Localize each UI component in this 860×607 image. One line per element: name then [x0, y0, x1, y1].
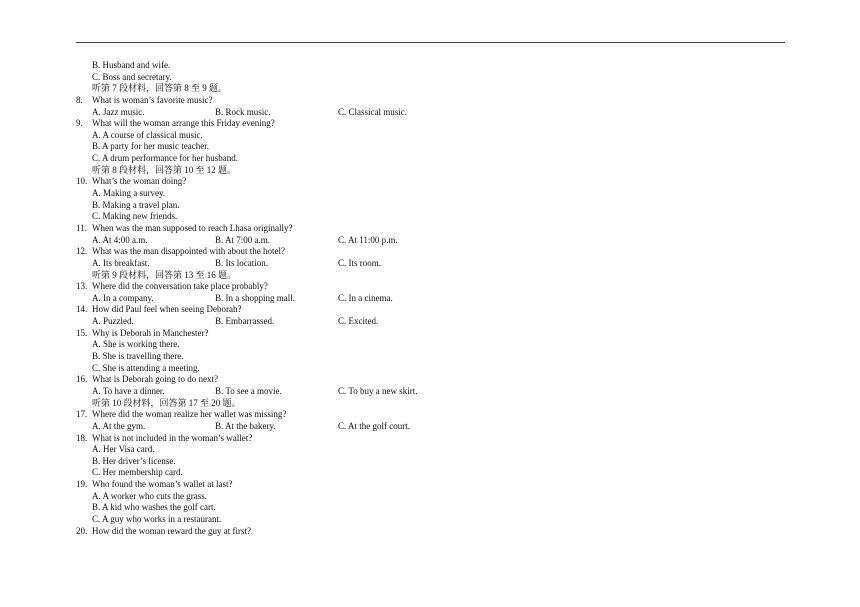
- exam-content: [0, 60, 860, 537]
- option-c: C. At the golf court.: [338, 420, 410, 431]
- section-instruction: [0, 165, 860, 177]
- option-a: A. At the gym.: [92, 420, 146, 431]
- option-text: B. Her driver’s license.: [92, 455, 176, 466]
- section-instruction: [0, 398, 860, 410]
- option-c: C. Its room.: [338, 257, 382, 268]
- option-line: [0, 153, 860, 165]
- option-line: [0, 200, 860, 212]
- question-line: [0, 433, 860, 445]
- question-line: [0, 95, 860, 107]
- option-line: [0, 491, 860, 503]
- question-number: 16.: [76, 374, 88, 385]
- option-c: C. Excited.: [338, 316, 379, 327]
- option-text: A. A worker who cuts the grass.: [92, 490, 207, 501]
- option-line: [0, 72, 860, 84]
- question-text: What is woman’s favorite music?: [92, 94, 213, 105]
- option-text: C. Her membership card.: [92, 467, 183, 478]
- question-text: Why is Deborah in Manchester?: [92, 327, 209, 338]
- section-instruction-text: 听第 10 段材料，回答第 17 至 20 题。: [92, 397, 241, 408]
- option-line: [0, 363, 860, 375]
- option-text: A. She is working there.: [92, 339, 180, 350]
- option-a: A. In a company.: [92, 292, 154, 303]
- option-c: C. In a cinema.: [338, 292, 393, 303]
- option-line: [0, 339, 860, 351]
- question-number: 9.: [76, 118, 83, 129]
- option-a: A. Its breakfast.: [92, 257, 150, 268]
- question-text: What is Deborah going to do next?: [92, 374, 218, 385]
- question-line: [0, 374, 860, 386]
- option-b: B. At 7:00 a.m.: [215, 234, 271, 245]
- options-row: [0, 386, 860, 398]
- question-number: 18.: [76, 432, 88, 443]
- options-row: [0, 235, 860, 247]
- question-line: [0, 526, 860, 538]
- option-text: C. A guy who works in a restaurant.: [92, 513, 222, 524]
- question-line: [0, 304, 860, 316]
- question-text: What will the woman arrange this Friday evening?: [92, 118, 275, 129]
- question-text: How did Paul feel when seeing Deborah?: [92, 304, 242, 315]
- option-line: [0, 502, 860, 514]
- options-row: [0, 316, 860, 328]
- question-text: What is not included in the woman’s wallet?: [92, 432, 253, 443]
- question-number: 10.: [76, 176, 88, 187]
- option-text: B. A kid who washes the golf cart.: [92, 502, 216, 513]
- question-line: [0, 118, 860, 130]
- option-text: B. Making a travel plan.: [92, 199, 180, 210]
- option-a: A. At 4:00 a.m.: [92, 234, 148, 245]
- option-b: B. Embarrassed.: [215, 316, 275, 327]
- option-line: [0, 514, 860, 526]
- option-b: B. In a shopping mall.: [215, 292, 295, 303]
- option-line: [0, 444, 860, 456]
- header-rule: [76, 42, 785, 43]
- section-instruction: [0, 270, 860, 282]
- question-line: [0, 328, 860, 340]
- options-row: [0, 258, 860, 270]
- option-text: A. A course of classical music.: [92, 129, 203, 140]
- option-text: A. Making a survey.: [92, 188, 166, 199]
- option-line: [0, 130, 860, 142]
- question-number: 13.: [76, 281, 88, 292]
- section-instruction-text: 听第 7 段材料，回答第 8 至 9 题。: [92, 83, 228, 94]
- question-number: 19.: [76, 479, 88, 490]
- option-line: [0, 211, 860, 223]
- options-row: [0, 421, 860, 433]
- question-number: 14.: [76, 304, 88, 315]
- question-number: 20.: [76, 525, 88, 536]
- option-text: B. Husband and wife.: [92, 60, 171, 70]
- question-text: What was the man disappointed with about the hotel?: [92, 246, 285, 257]
- question-number: 15.: [76, 327, 88, 338]
- option-text: C. A drum performance for her husband.: [92, 153, 238, 164]
- question-text: What’s the woman doing?: [92, 176, 187, 187]
- options-row: [0, 107, 860, 119]
- option-c: C. Classical music.: [338, 106, 407, 117]
- question-line: [0, 223, 860, 235]
- question-text: Where did the woman realize her wallet was missing?: [92, 409, 287, 420]
- option-line: [0, 188, 860, 200]
- option-b: B. Its location.: [215, 257, 268, 268]
- section-instruction-text: 听第 9 段材料，回答第 13 至 16 题。: [92, 269, 237, 280]
- option-b: B. At the bakery.: [215, 420, 276, 431]
- question-line: [0, 176, 860, 188]
- option-line: [0, 351, 860, 363]
- options-row: [0, 293, 860, 305]
- section-instruction-text: 听第 8 段材料，回答第 10 至 12 题。: [92, 164, 237, 175]
- option-line: [0, 60, 860, 72]
- option-line: [0, 141, 860, 153]
- option-text: C. She is attending a meeting.: [92, 362, 200, 373]
- question-number: 11.: [76, 222, 87, 233]
- option-line: [0, 467, 860, 479]
- option-b: B. Rock music.: [215, 106, 271, 117]
- question-text: When was the man supposed to reach Lhasa originally?: [92, 222, 293, 233]
- option-a: A. To have a dinner.: [92, 385, 165, 396]
- option-text: B. A party for her music teacher.: [92, 141, 209, 152]
- option-line: [0, 456, 860, 468]
- option-text: C. Boss and secretary.: [92, 71, 172, 82]
- question-text: Who found the woman’s wallet at last?: [92, 479, 233, 490]
- question-line: [0, 246, 860, 258]
- option-text: B. She is travelling there.: [92, 351, 184, 362]
- question-line: [0, 281, 860, 293]
- question-text: How did the woman reward the guy at first?: [92, 525, 251, 536]
- option-text: A. Her Visa card.: [92, 444, 155, 455]
- question-number: 17.: [76, 409, 88, 420]
- option-c: C. To buy a new skirt.: [338, 385, 418, 396]
- option-a: A. Jazz music.: [92, 106, 145, 117]
- option-a: A. Puzzled.: [92, 316, 134, 327]
- question-line: [0, 479, 860, 491]
- question-number: 8.: [76, 94, 83, 105]
- option-text: C. Making new friends.: [92, 211, 178, 222]
- option-b: B. To see a movie.: [215, 385, 282, 396]
- question-line: [0, 409, 860, 421]
- question-text: Where did the conversation take place probably?: [92, 281, 268, 292]
- option-c: C. At 11:00 p.m.: [338, 234, 398, 245]
- question-number: 12.: [76, 246, 88, 257]
- section-instruction: [0, 83, 860, 95]
